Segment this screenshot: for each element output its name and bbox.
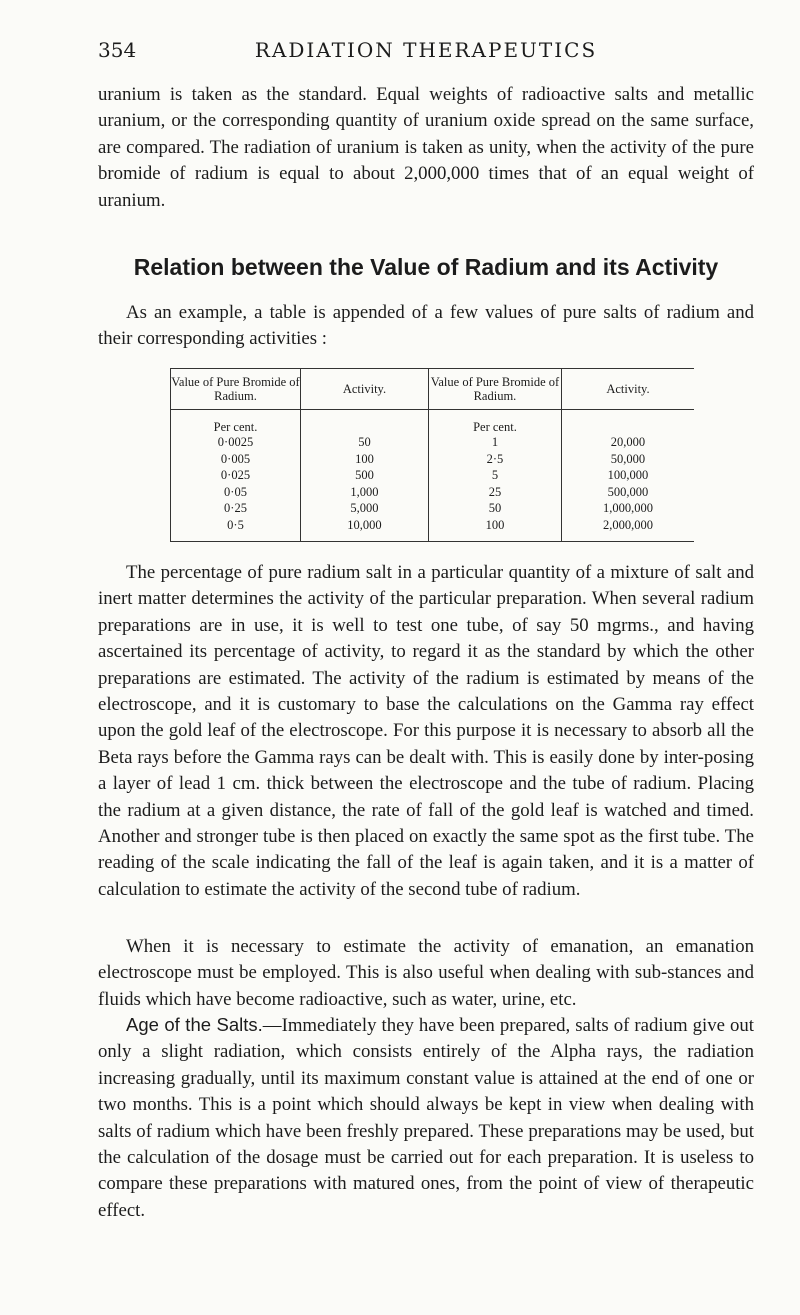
- table-cell: 0·05: [171, 484, 301, 501]
- run-in-heading: Age of the Salts.: [126, 1014, 263, 1035]
- table-cell: 1,000,000: [602, 501, 653, 515]
- table-header-row: [171, 369, 695, 410]
- table-cell: 100,000: [607, 468, 649, 482]
- table-cell: 5,000: [300, 500, 428, 517]
- unit-value-2: Per cent.: [428, 410, 561, 435]
- table-cell: 0·5: [171, 517, 301, 542]
- page-number: 354: [98, 38, 137, 62]
- page-header: [98, 38, 754, 66]
- table-row: [171, 451, 695, 468]
- table-cell: 0·025: [171, 467, 301, 484]
- table-cell: 500: [300, 467, 428, 484]
- table-cell: 50,000: [610, 451, 646, 466]
- table-cell: 500,000: [607, 484, 649, 499]
- table-cell: 2,000,000: [602, 517, 653, 532]
- paragraph-electroscope-method: The percentage of pure radium salt in a particular quantity of a mixture of salt and inert matter determines the activity of the particular preparation. When several radium preparations are in use, it is well to test one tube, of say 50 mgrms., and having ascertained its percentage of activity, to regard it as the standard by which the other preparations are estimated. The activity of the radium is estimated by means of the electroscope, and it is customary to base the calculations on the Gamma ray effect upon the gold leaf of the electroscope. For this purpose it is necessary to absorb all the Beta rays before the Gamma rays can be dealt with. This is easily done by inter-posing a layer of lead 1 cm. thick between the electroscope and the tube of radium. Placing the radium at a given distance, the rate of fall of the gold leaf is watched and timed. Another and stronger tube is then placed on exactly the same spot as the first tube. The reading of the scale indicating the fall of the leaf is again taken, and it is a matter of calculation to estimate the activity of the second tube of radium.: [98, 562, 754, 900]
- table-cell: 100: [300, 451, 428, 468]
- header-value-2: Value of Pure Bromide of Radium.: [428, 369, 561, 410]
- table-cell: 50: [300, 434, 428, 451]
- paragraph-age-of-salts: [98, 1012, 754, 1224]
- table-row: [171, 467, 695, 484]
- paragraph-emanation: When it is necessary to estimate the activity of emanation, an emanation electroscope must be employed. This is also useful when dealing with sub-stances and fluids which have become radioactive, such as water, urine, etc.: [98, 936, 754, 1010]
- section-heading: Relation between the Value of Radium and its Activity: [133, 254, 719, 280]
- table-cell: 0·005: [171, 451, 301, 468]
- table-cell: 20,000: [610, 435, 646, 449]
- header-activity-1: Activity.: [300, 369, 428, 410]
- table-cell: 2·5: [428, 451, 561, 468]
- table-row: [171, 434, 695, 451]
- table-cell: 5: [428, 467, 561, 484]
- header-activity-2: Activity.: [561, 369, 694, 410]
- radium-activity-table: [170, 368, 694, 542]
- header-value-1: Value of Pure Bromide of Radium.: [171, 369, 301, 410]
- table-cell: 0·0025: [171, 434, 301, 451]
- paragraph-table-intro: As an example, a table is appended of a few values of pure salts of radium and their corresponding activities :: [98, 302, 754, 350]
- table-row: [171, 484, 695, 501]
- table-cell: 1,000: [300, 484, 428, 501]
- paragraph-body: —Immediately they have been prepared, salts of radium give out only a slight radiation, which consists entirely of the Alpha rays, the radiation increasing gradually, until its maximum constant value is attained at the end of one or two months. This is a point which should always be kept in view when dealing with salts of radium which have been freshly prepared. These preparations may be used, but the calculation of the dosage must be carried out for each preparation. It is useless to compare these preparations with matured ones, from the point of view of therapeutic effect.: [98, 1015, 754, 1221]
- table-cell: 100: [428, 517, 561, 542]
- table-cell: 50: [428, 500, 561, 517]
- table-cell: 10,000: [300, 517, 428, 542]
- unit-value-1: Per cent.: [171, 410, 301, 435]
- table-cell: 1: [428, 434, 561, 451]
- table-units-row: [171, 410, 695, 435]
- table-cell: 25: [428, 484, 561, 501]
- running-title: RADIATION THERAPEUTICS: [254, 38, 598, 62]
- table-cell: 0·25: [171, 500, 301, 517]
- table-row: [171, 517, 695, 542]
- table-row: [171, 500, 695, 517]
- paragraph-uranium-standard: uranium is taken as the standard. Equal weights of radioactive salts and metallic uranium, or the corresponding quantity of uranium oxide spread on the same surface, are compared. The radiation of uranium is taken as unity, when the activity of the pure bromide of radium is equal to about 2,000,000 times that of an equal weight of uranium.: [98, 84, 754, 211]
